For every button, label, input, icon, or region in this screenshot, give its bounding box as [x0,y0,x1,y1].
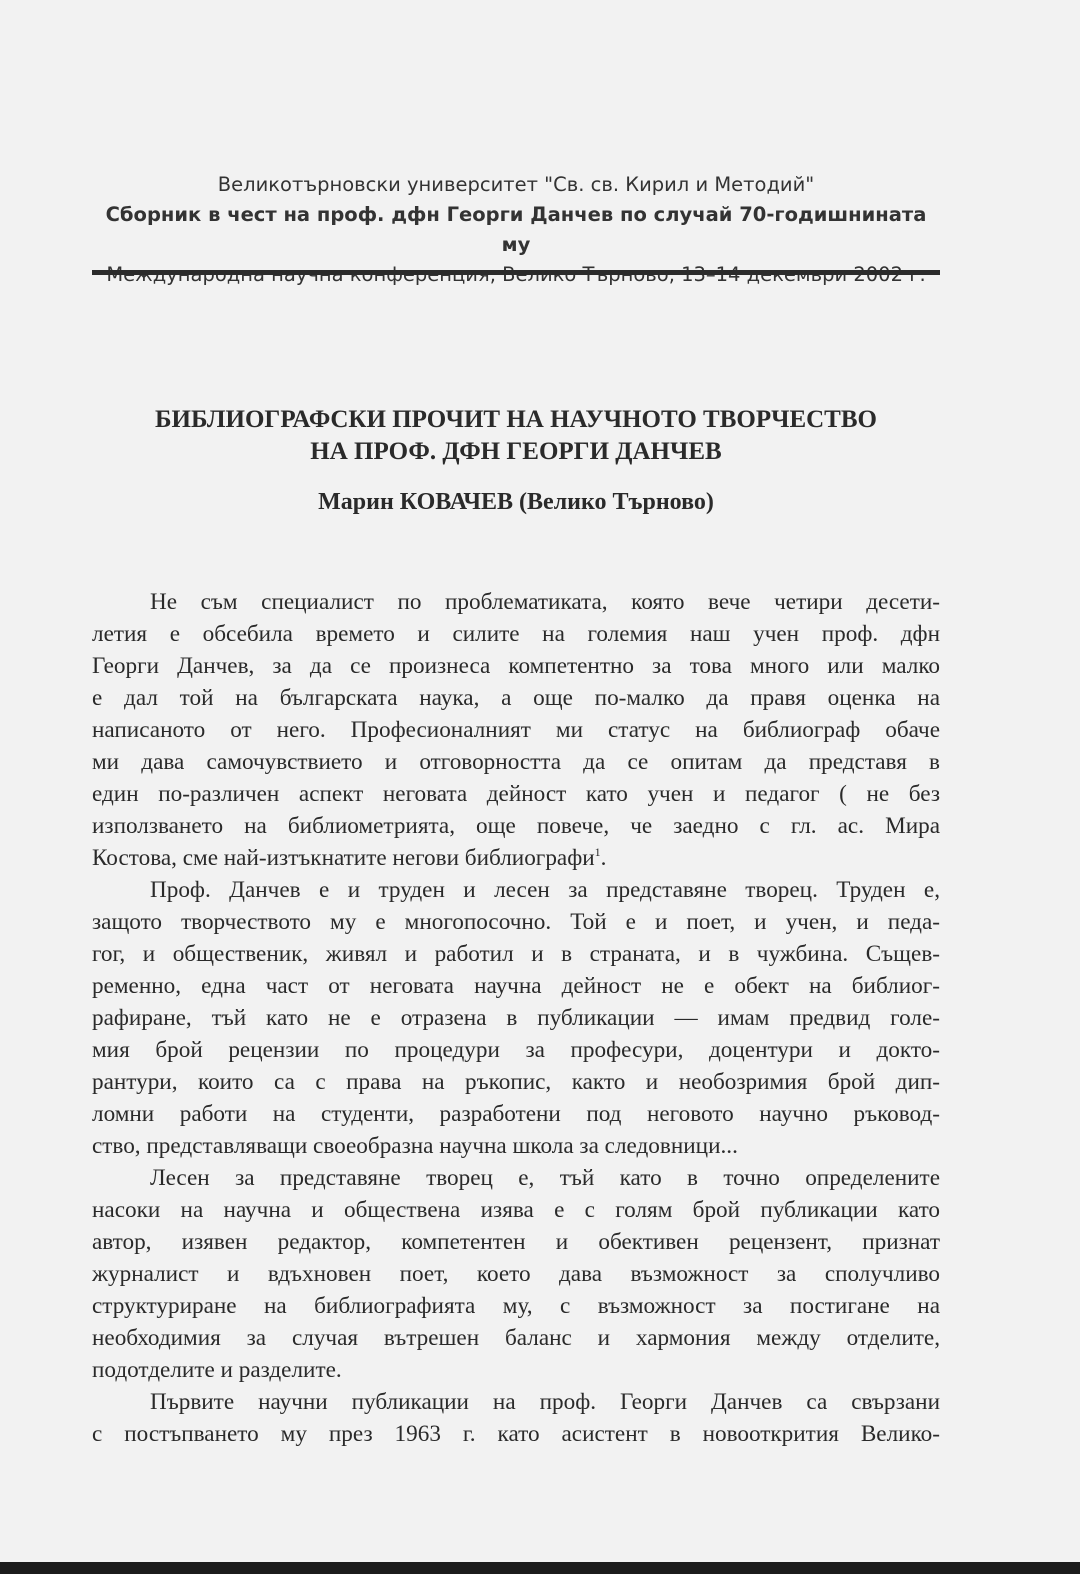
text-fragment: . [600,845,607,871]
article-title [92,404,940,468]
header-university: Великотърновски университет "Св. св. Кирил и Методий" [217,173,815,196]
text-line: Първите научни публикации на проф. Георги Данчев са свързани [150,1389,940,1415]
text-line: Не съм специалист по проблематиката, която вече четири десети- [150,589,940,615]
text-line: рафиране, тъй като не е отразена в публикации — имам предвид голе- [92,1005,940,1031]
text-line: използването на библиометрията, още повече, че заедно с гл. ас. Мира [92,813,940,839]
article-body [92,586,940,1450]
text-line: Лесен за представяне творец е, тъй като в точно определените [150,1165,940,1191]
text-line: рантури, които са с права на ръкопис, както и необозримия брой дип- [92,1069,940,1095]
title-line: БИБЛИОГРАФСКИ ПРОЧИТ НА НАУЧНОТО ТВОРЧЕСТВО [155,406,877,433]
footnote-marker: 1 [594,845,601,859]
scan-bottom-edge [0,1562,1080,1574]
header-collection-title: Сборник в чест на проф. дфн Георги Данчев по случай 70-годишнината му [105,203,927,256]
text-line: написаното от него. Професионалният ми статус на библиограф обаче [92,717,940,743]
text-line: един по-различен аспект неговата дейност като учен и педагог ( не без [92,781,940,807]
text-line: необходимия за случая вътрешен баланс и хармония между отделите, [92,1325,940,1351]
text-line: е дал той на българската наука, а още по-малко да правя оценка на [92,685,940,711]
text-line: ременно, една част от неговата научна дейност не е обект на библиог- [92,973,940,999]
text-line: журналист и вдъхновен поет, което дава възможност за сполучливо [92,1261,940,1287]
text-line: насоки на научна и обществена изява е с голям брой публикации като [92,1197,940,1223]
text-line: Георги Данчев, за да се произнеса компетентно за това много или малко [92,653,940,679]
text-line: ми дава самочувствието и отговорността да се опитам да представя в [92,749,940,775]
text-line: автор, изявен редактор, компетентен и обективен рецензент, признат [92,1229,940,1255]
article-author: Марин КОВАЧЕВ (Велико Търново) [318,489,714,515]
text-line: структуриране на библиографията му, с възможност за постигане на [92,1293,940,1319]
text-line: с постъпването му през 1963 г. като асистент в новооткрития Велико- [92,1421,940,1447]
text-line: ломни работи на студенти, разработени под неговото научно ръковод- [92,1101,940,1127]
text-line: Проф. Данчев е и труден и лесен за представяне творец. Труден е, [150,877,940,903]
text-line: гог, и общественик, живял и работил и в страната, и в чужбина. Същев- [92,941,940,967]
text-fragment: Костова, сме най-изтъкнатите негови библиографи [92,845,595,871]
text-line: защото творчеството му е многопосочно. Той е и поет, и учен, и педа- [92,909,940,935]
title-line: НА ПРОФ. ДФН ГЕОРГИ ДАНЧЕВ [310,438,722,465]
text-line: летия е обсебила времето и силите на големия наш учен проф. дфн [92,621,940,647]
text-line: ство, представляващи своеобразна научна школа за следовници... [92,1133,738,1159]
text-line: мия брой рецензии по процедури за професури, доцентури и докто- [92,1037,940,1063]
header-rule [92,270,940,275]
header-conference [92,260,940,290]
text-line [92,842,940,874]
text-line: подотделите и разделите. [92,1357,342,1383]
